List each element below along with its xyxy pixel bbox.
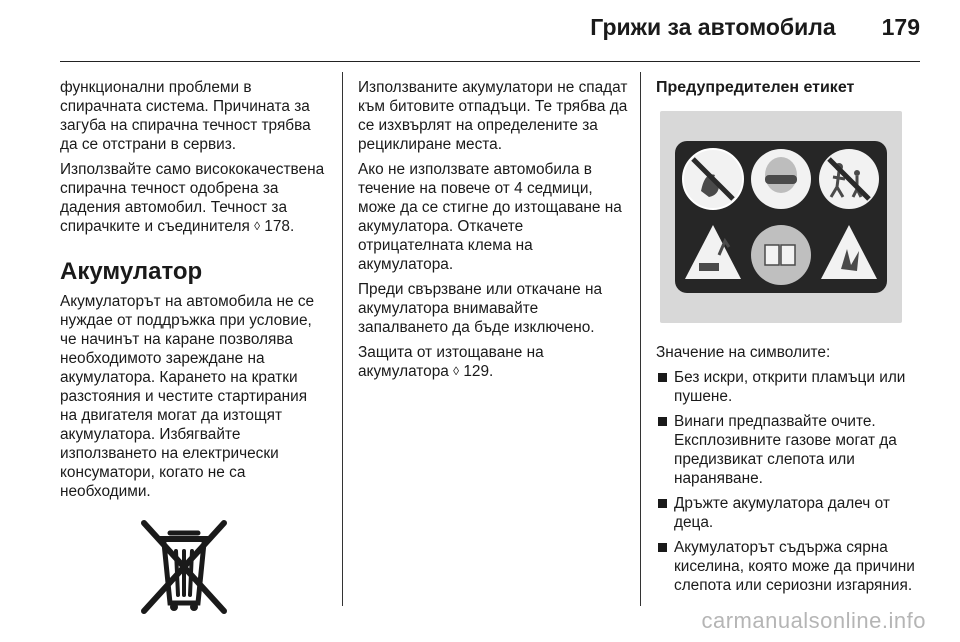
page-reference[interactable]: 178. bbox=[264, 218, 295, 235]
list-item: Акумулаторът съдържа сярна киселина, която може да причини слепота или сериозни изгаряния. bbox=[656, 538, 926, 595]
no-fire-icon bbox=[683, 149, 743, 209]
arrow-reference-icon: ◊ bbox=[254, 219, 261, 233]
paragraph-ignition-off: Преди свързване или откачане на акумулатора внимавайте запалването да бъде изключено. bbox=[358, 281, 603, 336]
warning-label-symbols bbox=[675, 141, 887, 293]
column-divider-1 bbox=[342, 72, 343, 606]
paragraph-discharge-protection-text: Защита от изтощаване на акумулатора bbox=[358, 344, 544, 380]
paragraph-brake-problems: функционални проблеми в спирачната система. Причината за загуба на спирачна течност трябва да се отстрани в сервиз. bbox=[60, 79, 311, 153]
crossed-bin-icon bbox=[138, 519, 230, 615]
symbol-meanings-list bbox=[656, 368, 926, 595]
page-header bbox=[590, 14, 920, 41]
column-left bbox=[60, 78, 328, 615]
page-number: 179 bbox=[881, 14, 920, 40]
paragraph-brake-fluid bbox=[60, 160, 328, 236]
warning-label-image bbox=[660, 111, 902, 323]
read-manual-icon bbox=[751, 225, 811, 285]
page-title: Грижи за автомобила bbox=[590, 14, 836, 40]
paragraph-battery-disposal: Използваните акумулатори не спадат към битовите отпадъци. Те трябва да се изхвърлят на определените за рециклиране места. bbox=[358, 79, 628, 153]
list-item: Без искри, открити пламъци или пушене. bbox=[656, 368, 926, 406]
section-heading-battery: Акумулатор bbox=[60, 258, 203, 285]
watermark: carmanualsonline.info bbox=[701, 608, 926, 633]
list-item: Дръжте акумулатора далеч от деца. bbox=[656, 494, 926, 532]
keep-away-children-icon bbox=[819, 149, 879, 209]
list-item: Винаги предпазвайте очите. Експлозивните газове могат да предизвикат слепота или нараняване. bbox=[656, 412, 926, 488]
symbols-intro: Значение на символите: bbox=[656, 344, 831, 361]
paragraph-brake-fluid-text: Използвайте само висококачествена спирачна течност одобрена за дадения автомобил. Течност за спирачките и съединителя bbox=[60, 161, 325, 235]
eye-protection-icon bbox=[751, 149, 811, 209]
paragraph-battery-maintenance: Акумулаторът на автомобила не се нуждае от поддръжка при условие, че начинът на каране позволява необходимото зареждане на акумулатора. Карането на кратки разстояния и честите стартирания на двигателя могат да изтощят акумулатора. Избягвайте използването на електрически консуматори, когато не са необходими. bbox=[60, 293, 315, 500]
arrow-reference-icon: ◊ bbox=[453, 364, 460, 378]
column-right bbox=[656, 78, 926, 601]
paragraph-battery-storage: Ако не използвате автомобила в течение на повече от 4 седмици, може да се стигне до изтощаване на акумулатора. Откачете отрицателната клема на акумулатора. bbox=[358, 161, 622, 273]
header-divider bbox=[60, 61, 920, 62]
paragraph-discharge-protection bbox=[358, 343, 630, 381]
column-middle bbox=[358, 78, 630, 387]
column-divider-2 bbox=[640, 72, 641, 606]
section-heading-warning-label: Предупредителен етикет bbox=[656, 79, 855, 96]
page-reference[interactable]: 129. bbox=[463, 363, 494, 380]
